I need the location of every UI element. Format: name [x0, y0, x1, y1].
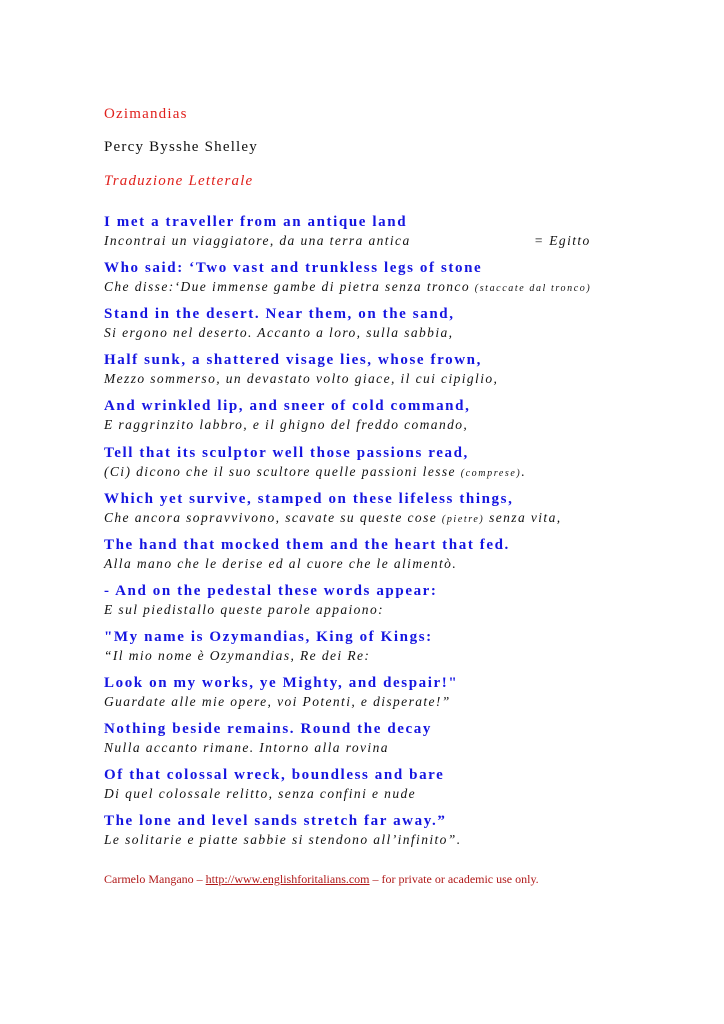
verse-pair: [104, 812, 592, 849]
english-line: Look on my works, ye Mighty, and despair!": [104, 675, 459, 691]
italian-text: dicono che il suo scultore quelle passioni lesse: [136, 463, 456, 479]
english-line: Nothing beside remains. Round the decay: [104, 721, 432, 738]
english-line: Half sunk, a shattered visage lies, whose frown,: [104, 352, 482, 369]
italian-text: Guardate alle mie opere, voi Potenti, e disperate!”: [104, 694, 451, 709]
italian-line: [104, 324, 592, 342]
poem-author: Percy Bysshe Shelley: [104, 139, 258, 155]
italian-text: Si ergono nel deserto. Accanto a loro, sulla sabbia,: [104, 325, 454, 341]
english-line: The lone and level sands stretch far away.”: [104, 813, 447, 830]
side-note: = Egitto: [534, 233, 591, 248]
english-line: - And on the pedestal these words appear:: [104, 582, 438, 599]
verse-pair: [104, 720, 592, 757]
english-line: And wrinkled lip, and sneer of cold command,: [104, 398, 471, 415]
verse-pair: [104, 213, 592, 250]
italian-text: Che disse:‘Due immense gambe di pietra senza tronco: [104, 279, 470, 295]
italian-text: Le solitarie e piatte sabbie si stendono all’infinito”.: [104, 832, 462, 848]
italian-text: Alla mano che le derise ed al cuore che le alimentò.: [104, 555, 458, 571]
verse-pair: [104, 397, 592, 434]
italian-line: [104, 831, 592, 849]
verse-pair: [104, 305, 592, 342]
verse-pair: [104, 582, 592, 619]
italian-text: Che ancora sopravvivono, scavate su queste cose: [104, 509, 438, 525]
italian-line: [104, 555, 592, 573]
italian-text: “Il mio nome è Ozymandias, Re dei Re:: [104, 647, 371, 663]
italian-line: [104, 278, 592, 298]
italian-text: Nulla accanto rimane. Intorno alla rovina: [104, 740, 389, 756]
english-line: Which yet survive, stamped on these lifeless things,: [104, 490, 514, 507]
verse-pair: [104, 351, 592, 388]
english-line: "My name is Ozymandias, King of Kings:: [104, 628, 433, 645]
footer-dash: –: [196, 872, 203, 886]
italian-suffix: .: [521, 463, 527, 479]
verse-pair: [104, 444, 592, 483]
italian-text: Incontrai un viaggiatore, da una terra antica: [104, 233, 411, 248]
translation-note: (pietre): [441, 513, 485, 525]
italian-line: [104, 232, 592, 250]
italian-line: [104, 785, 592, 803]
italian-suffix: senza vita,: [489, 509, 562, 525]
translation-note: (staccate dal tronco): [474, 283, 592, 295]
italian-line: [104, 416, 592, 434]
footer: [104, 872, 539, 887]
english-line: I met a traveller from an antique land: [104, 214, 408, 230]
italian-line: [104, 693, 592, 711]
poem-title: Ozimandias: [104, 106, 188, 122]
italian-text: Mezzo sommerso, un devastato volto giace, il cui cipiglio,: [104, 371, 499, 387]
english-line: Stand in the desert. Near them, on the sand,: [104, 306, 455, 323]
footer-author: Carmelo Mangano: [104, 872, 194, 886]
italian-text: E sul piedistallo queste parole appaiono:: [104, 601, 385, 617]
verse-pair: [104, 766, 592, 803]
italian-line: [104, 370, 592, 388]
english-line: Tell that its sculptor well those passions read,: [104, 444, 469, 461]
italian-prefix: (Ci): [104, 463, 132, 479]
footer-text: for private or academic use only.: [381, 872, 539, 886]
translation-note: (comprese): [460, 467, 522, 479]
italian-line: [104, 463, 592, 483]
italian-text: Di quel colossale relitto, senza confini e nude: [104, 786, 417, 802]
italian-line: [104, 647, 592, 665]
verse-pair: [104, 259, 592, 298]
english-line: The hand that mocked them and the heart that fed.: [104, 536, 510, 553]
english-line: Of that colossal wreck, boundless and bare: [104, 767, 445, 784]
italian-line: [104, 509, 592, 529]
italian-text: E raggrinzito labbro, e il ghigno del freddo comando,: [104, 417, 469, 433]
footer-link[interactable]: http://www.englishforitalians.com: [205, 872, 370, 886]
footer-dash: –: [372, 872, 379, 886]
italian-line: [104, 739, 592, 757]
english-line: Who said: ‘Two vast and trunkless legs of stone: [104, 260, 483, 277]
verse-pair: [104, 628, 592, 665]
verse-pair: [104, 536, 592, 573]
verse-pair: [104, 674, 592, 711]
italian-line: [104, 601, 592, 619]
translation-subtitle: Traduzione Letterale: [104, 173, 254, 189]
verse-pair: [104, 490, 592, 529]
